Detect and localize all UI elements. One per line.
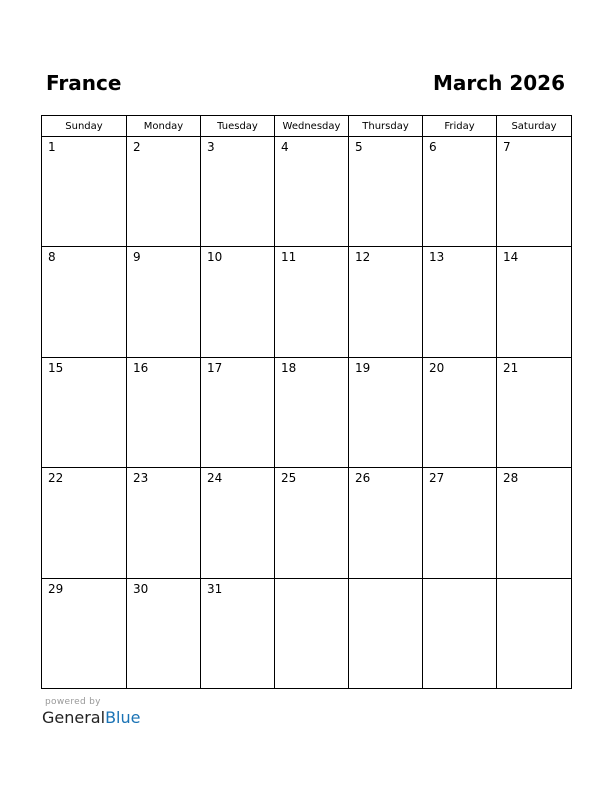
day-cell <box>423 578 497 688</box>
day-cell <box>127 357 201 467</box>
country-title: France <box>46 71 122 95</box>
weekday-tuesday: Tuesday <box>201 116 275 137</box>
day-cell <box>127 137 201 247</box>
day-number: 16 <box>133 360 149 375</box>
day-cell <box>201 578 275 688</box>
day-number <box>349 579 422 582</box>
day-cell <box>349 578 423 688</box>
day-number: 19 <box>355 360 371 375</box>
day-number <box>423 579 496 582</box>
day-number: 14 <box>503 250 519 265</box>
day-cell <box>275 357 349 467</box>
day-cell <box>42 468 127 578</box>
day-number: 22 <box>48 471 64 486</box>
day-number: 25 <box>281 471 297 486</box>
weekday-saturday: Saturday <box>497 116 572 137</box>
day-cell <box>497 578 572 688</box>
weekday-sunday: Sunday <box>42 116 127 137</box>
brand-part-general: General <box>42 708 106 727</box>
weekday-wednesday: Wednesday <box>275 116 349 137</box>
week-row <box>42 468 572 578</box>
day-cell <box>423 137 497 247</box>
day-number: 20 <box>429 360 445 375</box>
day-cell <box>201 247 275 357</box>
day-cell <box>127 247 201 357</box>
day-number: 29 <box>48 581 64 596</box>
day-cell <box>42 357 127 467</box>
day-number: 8 <box>48 250 56 265</box>
generalblue-logo <box>42 708 140 727</box>
day-number: 30 <box>133 581 149 596</box>
day-number: 27 <box>429 471 445 486</box>
day-cell <box>201 468 275 578</box>
day-number: 1 <box>48 140 56 154</box>
day-cell <box>349 357 423 467</box>
day-number: 26 <box>355 471 371 486</box>
day-cell <box>423 247 497 357</box>
day-number: 4 <box>281 140 289 154</box>
day-number: 12 <box>355 250 371 265</box>
day-cell <box>349 468 423 578</box>
weekday-friday: Friday <box>423 116 497 137</box>
day-cell <box>275 137 349 247</box>
day-number: 10 <box>207 250 223 265</box>
day-number: 2 <box>133 140 141 154</box>
day-cell <box>42 578 127 688</box>
powered-by-label: powered by <box>45 697 101 707</box>
day-number: 3 <box>207 140 215 154</box>
day-number: 17 <box>207 360 223 375</box>
day-number: 31 <box>207 581 223 596</box>
month-year-title: March 2026 <box>433 71 565 95</box>
day-number <box>497 579 571 582</box>
day-cell <box>349 247 423 357</box>
weekday-monday: Monday <box>127 116 201 137</box>
brand-part-blue: Blue <box>105 708 141 727</box>
day-number: 9 <box>133 250 141 265</box>
weekday-header-row <box>42 116 572 137</box>
day-cell <box>497 357 572 467</box>
weekday-thursday: Thursday <box>349 116 423 137</box>
calendar-grid <box>41 115 572 689</box>
footer-branding <box>42 697 140 727</box>
day-number: 5 <box>355 140 363 154</box>
week-row <box>42 137 572 247</box>
day-number: 28 <box>503 471 519 486</box>
day-cell <box>127 468 201 578</box>
day-cell <box>127 578 201 688</box>
day-cell <box>423 468 497 578</box>
day-cell <box>275 578 349 688</box>
day-cell <box>497 468 572 578</box>
day-number: 15 <box>48 360 64 375</box>
day-cell <box>42 137 127 247</box>
day-number: 6 <box>429 140 437 154</box>
day-cell <box>497 137 572 247</box>
day-cell <box>423 357 497 467</box>
day-cell <box>275 247 349 357</box>
day-number: 21 <box>503 360 519 375</box>
day-cell <box>275 468 349 578</box>
day-number: 7 <box>503 140 511 154</box>
day-number: 13 <box>429 250 445 265</box>
day-number <box>275 579 348 582</box>
week-row <box>42 578 572 688</box>
day-cell <box>201 357 275 467</box>
day-cell <box>497 247 572 357</box>
day-number: 18 <box>281 360 297 375</box>
day-cell <box>42 247 127 357</box>
week-row <box>42 247 572 357</box>
day-number: 24 <box>207 471 223 486</box>
day-cell <box>349 137 423 247</box>
week-row <box>42 357 572 467</box>
day-cell <box>201 137 275 247</box>
day-number: 23 <box>133 471 149 486</box>
day-number: 11 <box>281 250 297 265</box>
